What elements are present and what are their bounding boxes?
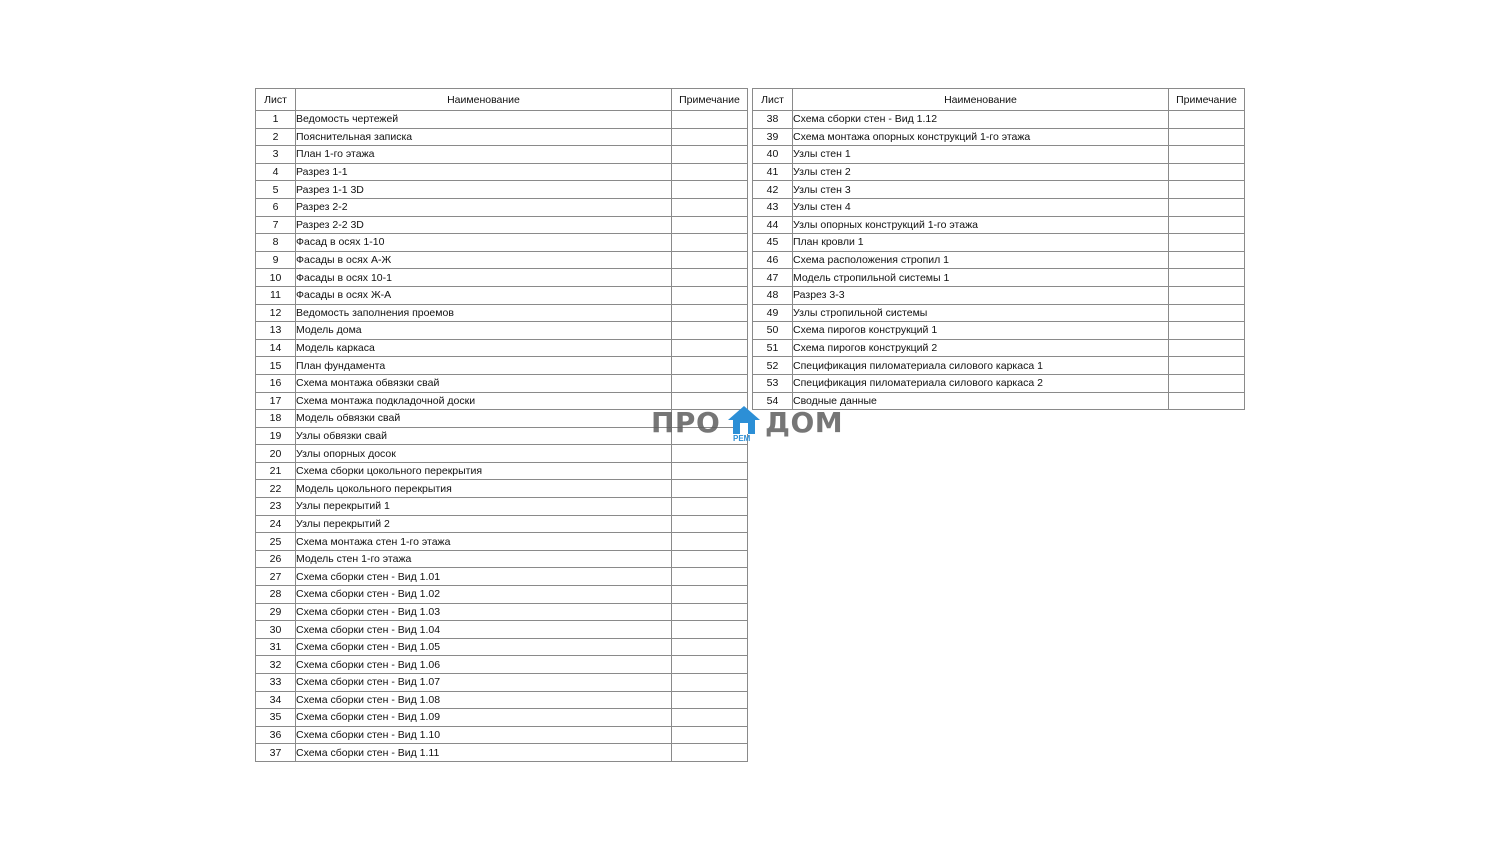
sheet-number-cell: 25	[256, 533, 296, 551]
sheet-note-cell	[672, 726, 748, 744]
sheet-name-cell: Сводные данные	[793, 392, 1169, 410]
sheet-note-cell	[672, 286, 748, 304]
sheet-name-cell: Схема монтажа обвязки свай	[296, 374, 672, 392]
sheet-number-cell: 2	[256, 128, 296, 146]
sheet-number-cell: 33	[256, 674, 296, 692]
sheet-number-cell: 46	[753, 251, 793, 269]
sheet-number-cell: 30	[256, 621, 296, 639]
sheet-name-cell: Разрез 3-3	[793, 286, 1169, 304]
sheet-number-cell: 7	[256, 216, 296, 234]
table-row	[753, 304, 1245, 322]
sheet-name-cell: Фасад в осях 1-10	[296, 234, 672, 252]
sheet-note-cell	[672, 709, 748, 727]
sheet-note-cell	[1169, 216, 1245, 234]
sheet-number-cell: 4	[256, 163, 296, 181]
sheet-name-cell: Схема сборки стен - Вид 1.02	[296, 586, 672, 604]
table-row	[256, 709, 748, 727]
house-icon	[726, 404, 762, 438]
sheet-name-cell: Схема сборки цокольного перекрытия	[296, 462, 672, 480]
sheet-name-cell: Ведомость чертежей	[296, 111, 672, 129]
sheet-number-cell: 50	[753, 322, 793, 340]
table-row	[753, 181, 1245, 199]
table-row	[256, 304, 748, 322]
table-row	[753, 286, 1245, 304]
table-row	[256, 234, 748, 252]
sheet-number-cell: 49	[753, 304, 793, 322]
sheet-note-cell	[1169, 234, 1245, 252]
sheet-number-cell: 16	[256, 374, 296, 392]
sheet-name-cell: Узлы опорных досок	[296, 445, 672, 463]
header-name: Наименование	[793, 89, 1169, 111]
sheet-name-cell: Узлы опорных конструкций 1-го этажа	[793, 216, 1169, 234]
table-row	[256, 550, 748, 568]
sheet-name-cell: Пояснительная записка	[296, 128, 672, 146]
table-row	[256, 286, 748, 304]
sheet-name-cell: Узлы перекрытий 2	[296, 515, 672, 533]
sheet-note-cell	[672, 533, 748, 551]
sheet-name-cell: Узлы стен 1	[793, 146, 1169, 164]
sheet-number-cell: 48	[753, 286, 793, 304]
sheet-note-cell	[1169, 251, 1245, 269]
sheet-note-cell	[1169, 269, 1245, 287]
sheet-number-cell: 42	[753, 181, 793, 199]
sheet-name-cell: Спецификация пиломатериала силового каркаса 1	[793, 357, 1169, 375]
table-row	[256, 216, 748, 234]
sheet-name-cell: Модель каркаса	[296, 339, 672, 357]
table-row	[256, 374, 748, 392]
sheet-number-cell: 19	[256, 427, 296, 445]
sheet-number-cell: 41	[753, 163, 793, 181]
sheet-name-cell: План 1-го этажа	[296, 146, 672, 164]
table-row	[256, 445, 748, 463]
table-row	[256, 726, 748, 744]
sheet-name-cell: Фасады в осях А-Ж	[296, 251, 672, 269]
sheet-number-cell: 31	[256, 638, 296, 656]
sheet-number-cell: 27	[256, 568, 296, 586]
sheet-note-cell	[1169, 322, 1245, 340]
table-row	[753, 339, 1245, 357]
sheet-name-cell: Узлы перекрытий 1	[296, 498, 672, 516]
sheet-name-cell: План фундамента	[296, 357, 672, 375]
sheet-name-cell: Схема сборки стен - Вид 1.08	[296, 691, 672, 709]
sheet-note-cell	[672, 550, 748, 568]
table-row	[256, 357, 748, 375]
sheet-name-cell: Узлы обвязки свай	[296, 427, 672, 445]
sheet-name-cell: Схема сборки стен - Вид 1.09	[296, 709, 672, 727]
sheet-name-cell: Схема сборки стен - Вид 1.06	[296, 656, 672, 674]
sheet-number-cell: 22	[256, 480, 296, 498]
sheet-note-cell	[672, 198, 748, 216]
table-row	[256, 269, 748, 287]
sheet-note-cell	[672, 251, 748, 269]
sheet-note-cell	[672, 603, 748, 621]
sheet-note-cell	[1169, 374, 1245, 392]
sheet-note-cell	[672, 374, 748, 392]
sheet-number-cell: 14	[256, 339, 296, 357]
sheet-note-cell	[1169, 339, 1245, 357]
table-row	[256, 339, 748, 357]
sheet-number-cell: 24	[256, 515, 296, 533]
sheet-number-cell: 20	[256, 445, 296, 463]
sheet-name-cell: Модель стен 1-го этажа	[296, 550, 672, 568]
header-note: Примечание	[1169, 89, 1245, 111]
sheet-name-cell: Схема монтажа подкладочной доски	[296, 392, 672, 410]
sheet-number-cell: 21	[256, 462, 296, 480]
sheet-number-cell: 3	[256, 146, 296, 164]
sheet-note-cell	[672, 357, 748, 375]
sheet-note-cell	[1169, 392, 1245, 410]
sheet-note-cell	[672, 621, 748, 639]
table-row	[256, 128, 748, 146]
sheet-number-cell: 45	[753, 234, 793, 252]
sheet-name-cell: Спецификация пиломатериала силового каркаса 2	[793, 374, 1169, 392]
sheet-number-cell: 51	[753, 339, 793, 357]
sheet-note-cell	[672, 674, 748, 692]
table-row	[256, 322, 748, 340]
sheet-name-cell: Фасады в осях 10-1	[296, 269, 672, 287]
table-row	[256, 568, 748, 586]
table-row	[256, 462, 748, 480]
sheet-note-cell	[1169, 357, 1245, 375]
sheet-name-cell: Схема сборки стен - Вид 1.04	[296, 621, 672, 639]
sheet-number-cell: 32	[256, 656, 296, 674]
sheet-note-cell	[672, 656, 748, 674]
sheet-note-cell	[1169, 111, 1245, 129]
sheet-name-cell: Узлы стен 3	[793, 181, 1169, 199]
sheet-name-cell: Схема сборки стен - Вид 1.07	[296, 674, 672, 692]
header-sheet: Лист	[753, 89, 793, 111]
table-row	[256, 603, 748, 621]
sheet-name-cell: Схема пирогов конструкций 1	[793, 322, 1169, 340]
sheet-name-cell: План кровли 1	[793, 234, 1169, 252]
table-row	[256, 533, 748, 551]
logo-subtext: РЕМ	[733, 434, 751, 443]
sheet-name-cell: Схема пирогов конструкций 2	[793, 339, 1169, 357]
sheet-name-cell: Модель обвязки свай	[296, 410, 672, 428]
sheet-note-cell	[672, 128, 748, 146]
table-row	[256, 691, 748, 709]
header-name: Наименование	[296, 89, 672, 111]
table-row	[753, 357, 1245, 375]
sheet-number-cell: 10	[256, 269, 296, 287]
sheet-note-cell	[672, 691, 748, 709]
table-row	[256, 586, 748, 604]
sheet-note-cell	[672, 304, 748, 322]
sheet-name-cell: Схема монтажа опорных конструкций 1-го этажа	[793, 128, 1169, 146]
sheet-note-cell	[1169, 146, 1245, 164]
drawing-list-table-right	[752, 88, 1245, 410]
sheet-number-cell: 12	[256, 304, 296, 322]
sheet-number-cell: 54	[753, 392, 793, 410]
table-row	[256, 198, 748, 216]
sheet-number-cell: 5	[256, 181, 296, 199]
table-row	[256, 480, 748, 498]
sheet-name-cell: Схема расположения стропил 1	[793, 251, 1169, 269]
table-row	[256, 181, 748, 199]
table-row	[256, 251, 748, 269]
sheet-number-cell: 47	[753, 269, 793, 287]
sheet-number-cell: 43	[753, 198, 793, 216]
table-row	[753, 146, 1245, 164]
sheet-name-cell: Схема сборки стен - Вид 1.03	[296, 603, 672, 621]
sheet-number-cell: 52	[753, 357, 793, 375]
sheet-note-cell	[672, 181, 748, 199]
sheet-number-cell: 34	[256, 691, 296, 709]
table-row	[753, 111, 1245, 129]
sheet-note-cell	[672, 515, 748, 533]
sheet-name-cell: Узлы стропильной системы	[793, 304, 1169, 322]
sheet-note-cell	[672, 111, 748, 129]
table-row	[753, 163, 1245, 181]
table-row	[753, 128, 1245, 146]
sheet-number-cell: 40	[753, 146, 793, 164]
sheet-note-cell	[672, 445, 748, 463]
sheet-name-cell: Фасады в осях Ж-А	[296, 286, 672, 304]
sheet-name-cell: Схема сборки стен - Вид 1.05	[296, 638, 672, 656]
table-row	[256, 656, 748, 674]
table-row	[256, 638, 748, 656]
sheet-name-cell: Ведомость заполнения проемов	[296, 304, 672, 322]
table-row	[256, 146, 748, 164]
sheet-number-cell: 29	[256, 603, 296, 621]
sheet-number-cell: 6	[256, 198, 296, 216]
sheet-number-cell: 36	[256, 726, 296, 744]
sheet-note-cell	[1169, 198, 1245, 216]
sheet-note-cell	[672, 322, 748, 340]
sheet-number-cell: 39	[753, 128, 793, 146]
sheet-name-cell: Разрез 2-2 3D	[296, 216, 672, 234]
table-row	[256, 498, 748, 516]
table-header-row	[256, 89, 748, 111]
sheet-note-cell	[1169, 163, 1245, 181]
table-row	[256, 744, 748, 762]
sheet-number-cell: 18	[256, 410, 296, 428]
table-row	[753, 198, 1245, 216]
sheet-name-cell: Модель цокольного перекрытия	[296, 480, 672, 498]
logo-word-dom: ДОМ	[765, 406, 844, 439]
sheet-name-cell: Схема сборки стен - Вид 1.01	[296, 568, 672, 586]
logo-word-pro: ПРО	[651, 406, 721, 439]
table-row	[753, 251, 1245, 269]
sheet-note-cell	[672, 480, 748, 498]
sheet-note-cell	[672, 462, 748, 480]
sheet-note-cell	[672, 339, 748, 357]
sheet-note-cell	[1169, 128, 1245, 146]
sheet-name-cell: Схема сборки стен - Вид 1.10	[296, 726, 672, 744]
sheet-name-cell: Разрез 2-2	[296, 198, 672, 216]
sheet-number-cell: 17	[256, 392, 296, 410]
sheet-name-cell: Схема сборки стен - Вид 1.12	[793, 111, 1169, 129]
sheet-note-cell	[672, 146, 748, 164]
table-header-row	[753, 89, 1245, 111]
sheet-note-cell	[672, 568, 748, 586]
sheet-number-cell: 44	[753, 216, 793, 234]
table-row	[753, 322, 1245, 340]
sheet-note-cell	[672, 269, 748, 287]
sheet-note-cell	[672, 498, 748, 516]
sheet-number-cell: 1	[256, 111, 296, 129]
sheet-note-cell	[672, 216, 748, 234]
sheet-number-cell: 35	[256, 709, 296, 727]
sheet-name-cell: Разрез 1-1	[296, 163, 672, 181]
sheet-number-cell: 13	[256, 322, 296, 340]
sheet-number-cell: 23	[256, 498, 296, 516]
sheet-number-cell: 38	[753, 111, 793, 129]
sheet-number-cell: 37	[256, 744, 296, 762]
sheet-note-cell	[1169, 286, 1245, 304]
table-row	[753, 374, 1245, 392]
sheet-number-cell: 9	[256, 251, 296, 269]
table-row	[256, 621, 748, 639]
sheet-note-cell	[672, 744, 748, 762]
sheet-name-cell: Модель дома	[296, 322, 672, 340]
sheet-note-cell	[672, 638, 748, 656]
table-row	[256, 515, 748, 533]
sheet-name-cell: Схема сборки стен - Вид 1.11	[296, 744, 672, 762]
sheet-number-cell: 8	[256, 234, 296, 252]
table-row	[753, 234, 1245, 252]
sheet-number-cell: 15	[256, 357, 296, 375]
sheet-number-cell: 28	[256, 586, 296, 604]
table-row	[753, 216, 1245, 234]
table-row	[256, 163, 748, 181]
sheet-note-cell	[1169, 181, 1245, 199]
sheet-number-cell: 11	[256, 286, 296, 304]
header-note: Примечание	[672, 89, 748, 111]
table-row	[256, 674, 748, 692]
watermark-logo	[651, 404, 851, 446]
sheet-name-cell: Узлы стен 2	[793, 163, 1169, 181]
sheet-note-cell	[1169, 304, 1245, 322]
sheet-note-cell	[672, 586, 748, 604]
sheet-number-cell: 53	[753, 374, 793, 392]
sheet-name-cell: Узлы стен 4	[793, 198, 1169, 216]
sheet-name-cell: Модель стропильной системы 1	[793, 269, 1169, 287]
sheet-name-cell: Разрез 1-1 3D	[296, 181, 672, 199]
table-row	[753, 269, 1245, 287]
table-row	[256, 111, 748, 129]
header-sheet: Лист	[256, 89, 296, 111]
sheet-note-cell	[672, 234, 748, 252]
sheet-note-cell	[672, 163, 748, 181]
sheet-name-cell: Схема монтажа стен 1-го этажа	[296, 533, 672, 551]
sheet-number-cell: 26	[256, 550, 296, 568]
